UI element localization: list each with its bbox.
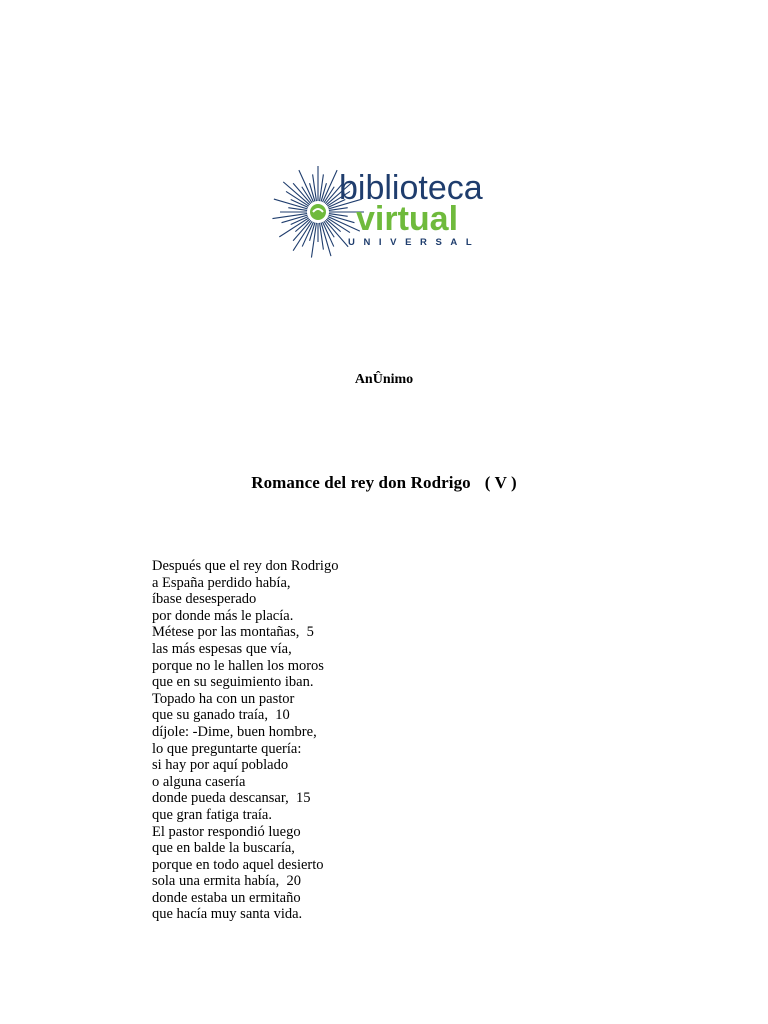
poem-line: si hay por aquí poblado — [152, 757, 289, 774]
poem-line: que su ganado traía, 10 — [152, 707, 290, 724]
poem-line: díjole: -Dime, buen hombre, — [152, 723, 317, 740]
sunburst-ray — [272, 214, 307, 219]
poem-line: porque en todo aquel desierto — [152, 856, 324, 873]
sunburst-ray — [293, 183, 311, 203]
poem-line: sola una ermita había, 20 — [152, 873, 301, 890]
document-title — [0, 473, 768, 493]
poem-line: El pastor respondió luego — [152, 823, 301, 840]
poem-line: que gran fatiga traía. — [152, 806, 272, 823]
title-text: Romance del rey don Rodrigo — [251, 473, 471, 492]
poem-line: que en balde la buscaría, — [152, 840, 295, 857]
poem-line: donde pueda descansar, 15 — [152, 790, 311, 807]
sunburst-ray — [321, 223, 331, 257]
poem-line: por donde más le placía. — [152, 607, 294, 624]
title-part: ( V ) — [484, 473, 517, 492]
sunburst-ray — [274, 199, 308, 209]
poem-line: que hacía muy santa vida. — [152, 906, 303, 923]
poem-line: íbase desesperado — [152, 591, 257, 608]
poem-line: o alguna casería — [152, 773, 246, 790]
logo-word-universal: UNIVERSAL — [348, 237, 481, 248]
poem-line: las más espesas que vía, — [152, 640, 292, 657]
poem-line: Después que el rey don Rodrigo — [152, 558, 339, 574]
poem-line: a España perdido había, — [152, 574, 291, 591]
logo-word-biblioteca: biblioteca — [339, 169, 483, 207]
poem-line: Métese por las montañas, 5 — [152, 624, 314, 641]
biblioteca-virtual-logo — [262, 166, 504, 262]
poem-line: que en su seguimiento iban. — [152, 674, 314, 691]
poem-line: lo que preguntarte quería: — [152, 740, 302, 757]
poem-line: Topado ha con un pastor — [152, 690, 295, 707]
poem-line: porque no le hallen los moros — [152, 657, 324, 674]
author-name: AnÛnimo — [354, 372, 414, 387]
logo-word-virtual: virtual — [356, 200, 459, 238]
sunburst-ray — [311, 223, 316, 258]
poem-line: donde estaba un ermitaño — [152, 889, 301, 906]
poem-text — [152, 558, 338, 923]
